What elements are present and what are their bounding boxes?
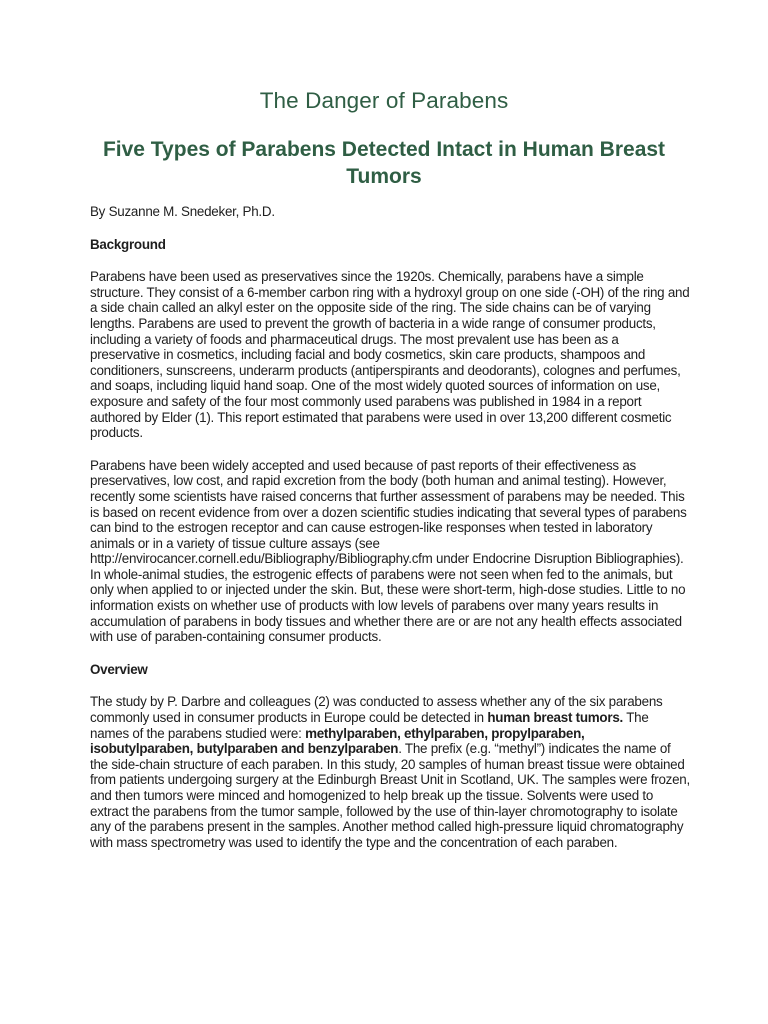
overview-text-part3: . The prefix (e.g. “methyl”) indicates the name of the side-chain structure of each paraben. In this study, 20 samples of human breast tissue were obtained from patients undergoing surgery at the Edinburgh Breast Unit in Scotland, UK. The samples were frozen, and then tumors were minced and homogenized to help break up the tissue. Solvents were used to extract the parabens from the tumor sample, followed by the use of thin-layer chromotography to isolate any of the parabens present in the samples. Another method called high-pressure liquid chromatography with mass spectrometry was used to identify the type and the concentration of each paraben. <box>90 741 690 850</box>
section-heading-overview: Overview <box>90 661 148 677</box>
overview-text-part1: The study by P. Darbre and colleagues (2) was conducted to assess whether any of the six parabens commonly used in consumer products in Europe could be detected in <box>90 694 663 726</box>
document-subtitle: Five Types of Parabens Detected Intact in Human Breast Tumors <box>102 138 666 188</box>
section-heading-background: Background <box>90 236 166 252</box>
background-section <box>90 237 690 645</box>
overview-section <box>90 662 690 851</box>
document-title: The Danger of Parabens <box>259 88 509 113</box>
overview-bold-human-breast-tumors: human breast tumors. <box>487 710 623 726</box>
background-paragraph-1: Parabens have been used as preservatives since the 1920s. Chemically, parabens have a simple structure. They consist of a 6-member carbon ring with a hydroxyl group on one side (-OH) of the ring and a side chain called an alkyl ester on the opposite side of the ring. The side chains can be of varying lengths. Parabens are used to prevent the growth of bacteria in a wide range of consumer products, including a variety of foods and pharmaceutical drugs. The most prevalent use has been as a preservative in cosmetics, including facial and body cosmetics, skin care products, shampoos and conditioners, sunscreens, underarm products (antiperspirants and deodorants), colognes and perfumes, and soaps, including liquid hand soap. One of the most widely quoted sources of information on use, exposure and safety of the four most commonly used parabens was published in 1984 in a report authored by Elder (1). This report estimated that parabens were used in over 13,200 different cosmetic products. <box>90 269 690 441</box>
overview-bold-paraben-list: methylparaben, ethylparaben, propylparaben, isobutylparaben, butylparaben and benzylparaben <box>90 725 585 757</box>
overview-paragraph <box>90 694 690 850</box>
overview-text-part2: The names of the parabens studied were: <box>90 710 649 741</box>
document-body <box>90 204 690 867</box>
background-paragraph-2: Parabens have been widely accepted and used because of past reports of their effectiveness as preservatives, low cost, and rapid excretion from the body (both human and animal testing). However, recently some scientists have raised concerns that further assessment of parabens may be needed. This is based on recent evidence from over a dozen scientific studies indicating that several types of parabens can bind to the estrogen receptor and can cause estrogen-like responses when tested in laboratory animals or in a variety of tissue culture assays (see http://envirocancer.cornell.edu/Bibliography/Bibliography.cfm under Endocrine Disruption Bibliographies). In whole-animal studies, the estrogenic effects of parabens were not seen when fed to the animals, but only when applied to or injected under the skin. But, these were short-term, high-dose studies. Little to no information exists on whether use of products with low levels of parabens over many years results in accumulation of parabens in body tissues and whether there are or are not any health effects associated with use of paraben-containing consumer products. <box>90 457 687 645</box>
author-byline: By Suzanne M. Snedeker, Ph.D. <box>90 204 275 219</box>
